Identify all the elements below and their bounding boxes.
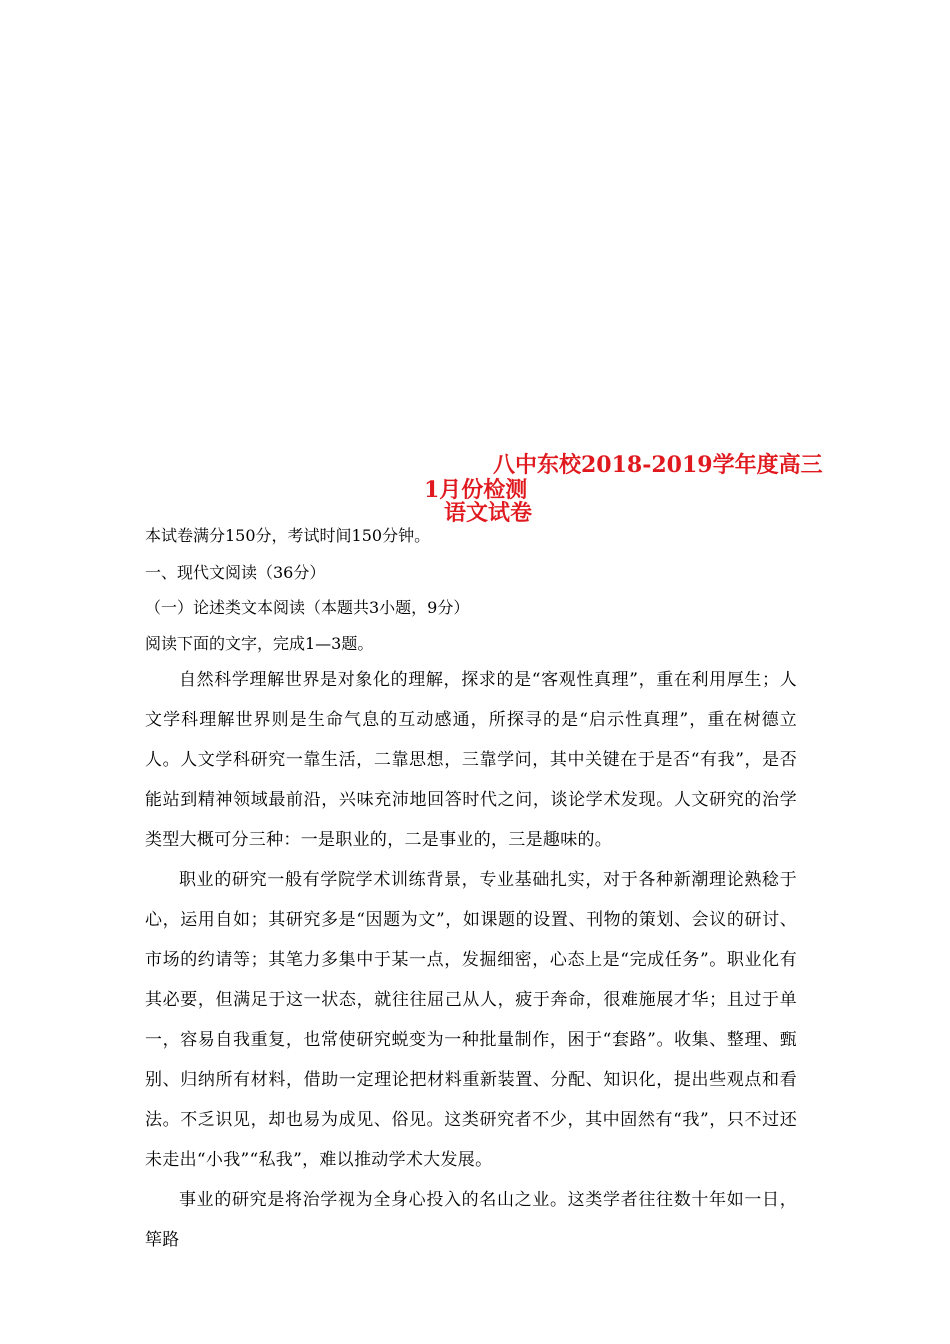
subsection-heading: （一）论述类文本阅读（本题共3小题，9分）: [145, 598, 470, 617]
exam-info: 本试卷满分150分，考试时间150分钟。: [145, 526, 431, 545]
section-heading: 一、现代文阅读（36分）: [145, 563, 326, 582]
document-title-line-2: 1月份检测: [424, 477, 528, 503]
paragraph: 事业的研究是将治学视为全身心投入的名山之业。这类学者往往数十年如一日，筚路: [145, 1190, 797, 1250]
document-title-line-3: 语文试卷: [444, 500, 533, 526]
reading-instruction: 阅读下面的文字，完成1—3题。: [145, 634, 374, 653]
paragraph: 自然科学理解世界是对象化的理解，探求的是“客观性真理”，重在利用厚生；人文学科理解世界则是生命气息的互动感通，所探寻的是“启示性真理”，重在树德立人。人文学科研究一靠生活，二靠思想，三靠学问，其中关键在于是否“有我”，是否能站到精神领域最前沿，兴味充沛地回答时代之问，谈论学术发现。人文研究的治学类型大概可分三种：一是职业的，二是事业的，三是趣味的。: [145, 670, 797, 850]
document-title-line-1: 八中东校2018-2019学年度高三: [493, 452, 823, 478]
paragraph: 职业的研究一般有学院学术训练背景，专业基础扎实，对于各种新潮理论熟稔于心，运用自如；其研究多是“因题为文”，如课题的设置、刊物的策划、会议的研讨、市场的约请等；其笔力多集中于某一点，发掘细密，心态上是“完成任务”。职业化有其必要，但满足于这一状态，就往往屈己从人，疲于奔命，很难施展才华；且过于单一，容易自我重复，也常使研究蜕变为一种批量制作，困于“套路”。收集、整理、甄别、归纳所有材料，借助一定理论把材料重新装置、分配、知识化，提出些观点和看法。不乏识见，却也易为成见、俗见。这类研究者不少，其中固然有“我”，只不过还未走出“小我”“私我”，难以推动学术大发展。: [145, 870, 797, 1170]
